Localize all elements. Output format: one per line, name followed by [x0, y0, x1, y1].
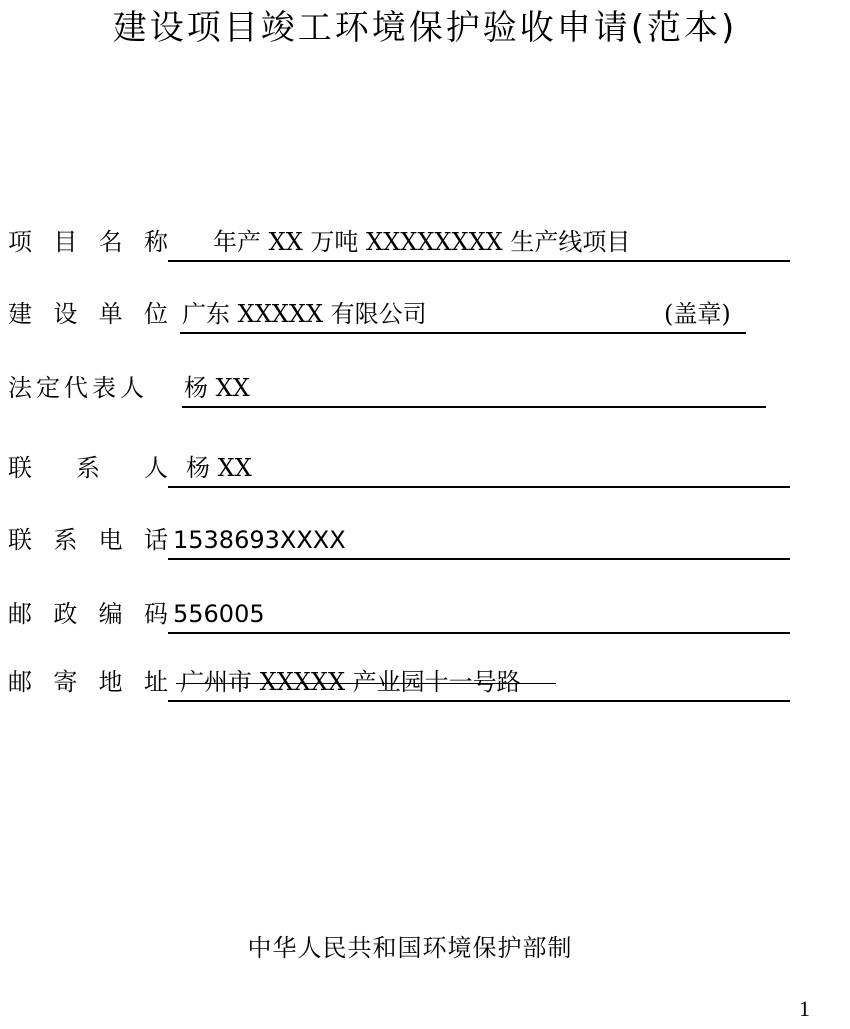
underline — [182, 406, 766, 408]
mailing-address-value: 广州市 XXXXX 产业园十一号路 — [180, 668, 521, 696]
field-construction-unit — [8, 294, 790, 334]
field-postal-code — [8, 594, 790, 634]
field-label-legal-representative: 法定代表人 — [8, 374, 148, 402]
project-name-value: 年产 XX 万吨 XXXXXXXX 生产线项目 — [213, 228, 631, 256]
document-title: 建设项目竣工环境保护验收申请(范本) — [112, 8, 738, 48]
field-label-mailing-address: 邮 寄 地 址 — [8, 668, 168, 696]
page-number: 1 — [799, 996, 810, 1021]
contact-phone-value: 1538693XXXX — [173, 526, 346, 554]
underline — [168, 632, 790, 634]
field-label-construction-unit: 建 设 单 位 — [8, 300, 168, 328]
field-label-contact-phone: 联 系 电 话 — [8, 526, 168, 554]
field-mailing-address — [8, 662, 790, 702]
strike-line — [176, 683, 556, 684]
contact-person-value: 杨 XX — [186, 454, 252, 482]
field-label-contact-person: 联 系 人 — [8, 454, 168, 482]
underline — [180, 332, 746, 334]
underline — [168, 700, 790, 702]
construction-unit-value: 广东 XXXXX 有限公司 — [182, 300, 427, 328]
field-contact-phone — [8, 520, 790, 560]
field-contact-person — [8, 448, 790, 488]
underline — [168, 260, 790, 262]
field-project-name — [8, 222, 790, 262]
underline — [168, 558, 790, 560]
field-label-postal-code: 邮 政 编 码 — [8, 600, 168, 628]
underline — [168, 486, 790, 488]
field-label-project-name: 项 目 名 称 — [8, 228, 168, 256]
issuer-line: 中华人民共和国环境保护部制 — [247, 934, 573, 962]
legal-representative-value: 杨 XX — [184, 374, 250, 402]
postal-code-value: 556005 — [173, 600, 265, 628]
seal-note: (盖章) — [664, 300, 731, 328]
field-legal-representative — [8, 368, 790, 408]
